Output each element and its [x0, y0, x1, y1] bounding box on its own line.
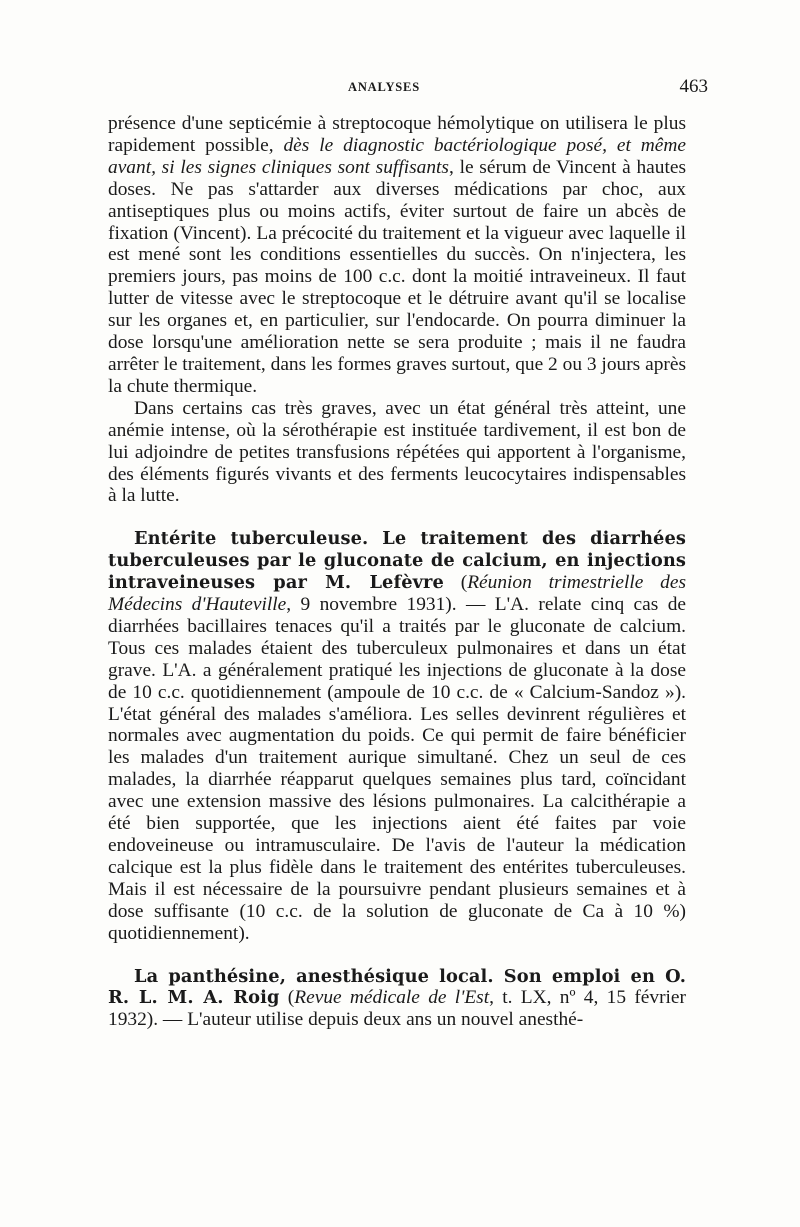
reference-details: , t. LX, nº 4, 15 février 1932). — [108, 987, 686, 1031]
abstract-heading: La panthésine, anesthésique local. Son emploi en O. R. L. M. A. Roig [108, 965, 686, 1009]
paragraph-italic-text: dès le diagnostic bactériologique posé, et même avant, si les signes cliniques sont suffisants [108, 134, 686, 178]
paragraph-text: présence d'une septicémie à streptocoque hémolytique on utilisera le plus rapidement possible, [108, 113, 686, 156]
reference-open: ( [279, 987, 295, 1009]
abstract-enterite [108, 528, 686, 944]
reference-source: Réunion trimestrielle des Médecins d'Hauteville [108, 572, 686, 616]
reference-source: Revue médicale de l'Est [294, 987, 490, 1009]
running-title: ANALYSES [348, 80, 420, 94]
abstract-panthesine [108, 966, 686, 1032]
reference-details: , 9 novembre 1931). — [286, 594, 495, 616]
paragraph-text: , le sérum de Vincent à hautes doses. Ne pas s'attarder aux diverses médications par choc, aux antiseptiques plus ou moins actifs, éviter surtout de faire un abcès de fixation (Vincent). La précocité du traitement et la vigueur avec laquelle il est mené sont les conditions essentielles du succès. On n'injectera, les premiers jours, pas moins de 100 c.c. dont la moitié intraveineux. Il faut lutter de vitesse avec le streptocoque et le détruire avant qu'il se localise sur les organes et, en particulier, sur l'endocarde. On pourra diminuer la dose lorsqu'une amélioration nette se sera produite ; mais il ne faudra arrêter le traitement, dans les formes graves surtout, que 2 ou 3 jours après la chute thermique. [108, 156, 686, 397]
reference-open: ( [443, 572, 468, 594]
running-head [108, 76, 708, 100]
continuation-paragraph [108, 113, 686, 398]
abstract-heading: Entérite tuberculeuse. Le traitement des diarrhées tuberculeuses par le gluconate de calcium, en injections intraveineuses par M. Lefèvre [108, 528, 686, 594]
abstract-text: L'A. relate cinq cas de diarrhées bacillaires tenaces qu'il a traités par le gluconate de calcium. Tous ces malades étaient des tuberculeux pulmonaires et dans un état grave. L'A. a généralement pratiqué les injections de gluconate à la dose de 10 c.c. quotidiennement (ampoule de 10 c.c. de « Calcium-Sandoz »). L'état général des malades s'améliora. Les selles devinrent régulières et normales avec augmentation du poids. Ce qui permit de faire bénéficier les malades d'un traitement aurique simultané. Chez un seul de ces malades, la diarrhée réapparut quelques semaines plus tard, coïncidant avec une extension massive des lésions pulmonaires. La calcithérapie a été bien supportée, que les injections aient été faites par voie endoveineuse ou intramusculaire. De l'avis de l'auteur la médication calcique est la plus fidèle dans le traitement des entérites tuberculeuses. Mais il est nécessaire de la poursuivre pendant plusieurs semaines et à dose suffisante (10 c.c. de la solution de gluconate de Ca à 10 %) quotidiennement). [108, 594, 687, 944]
page-number: 463 [679, 76, 708, 97]
continuation-paragraph-2: Dans certains cas très graves, avec un état général très atteint, une anémie intense, où la sérothérapie est instituée tardivement, il est bon de lui adjoindre de petites transfusions répétées qui apportent à l'organisme, des éléments figurés vivants et des ferments leucocytaires indispensables à la lutte. [108, 397, 686, 507]
abstract-text: L'auteur utilise depuis deux ans un nouvel anesthé- [187, 1009, 584, 1031]
body-text [108, 113, 686, 1031]
